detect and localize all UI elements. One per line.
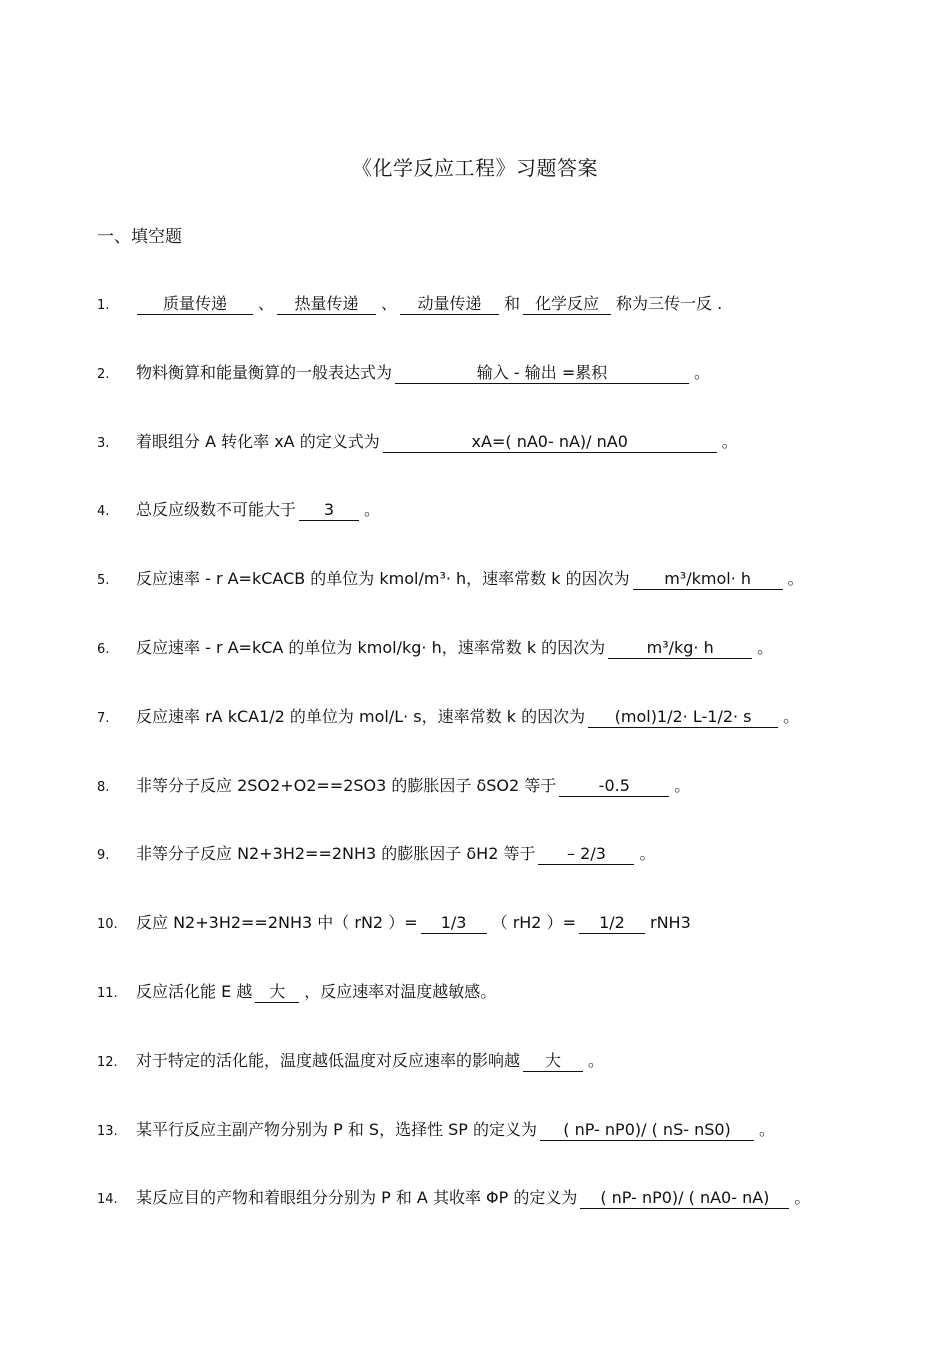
question-text: 。: [721, 432, 738, 451]
answer-blank: m³/kg· h: [608, 638, 752, 659]
question-text: 称为三传一反 .: [616, 294, 723, 313]
answer-blank: 化学反应: [523, 294, 611, 315]
answer-blank: -0.5: [559, 776, 669, 797]
question-text: ，反应速率对温度越敏感。: [304, 982, 497, 1001]
answer-blank: ( nP- nP0)/ ( nS- nS0): [540, 1120, 754, 1141]
question-item: [97, 978, 897, 1006]
question-number: 11.: [97, 986, 118, 1001]
question-text: 。: [757, 638, 774, 657]
document-title: 《化学反应工程》习题答案: [352, 156, 598, 180]
question-number: 2.: [97, 367, 110, 382]
question-text: 。: [794, 1188, 811, 1207]
question-item: [97, 909, 897, 937]
question-text: （ rH2 ）=: [491, 913, 576, 932]
question-text: 。: [694, 363, 711, 382]
answer-blank: ( nP- nP0)/ ( nA0- nA): [580, 1188, 789, 1209]
section-heading: 一、填空题: [97, 227, 182, 247]
question-text: 物料衡算和能量衡算的一般表达式为: [136, 363, 393, 382]
question-item: [97, 1184, 897, 1212]
question-item: [97, 772, 897, 800]
question-number: 4.: [97, 504, 110, 519]
question-number: 14.: [97, 1192, 118, 1207]
question-item: [97, 840, 897, 868]
question-text: 对于特定的活化能，温度越低温度对反应速率的影响越: [136, 1051, 521, 1070]
answer-blank: 大: [523, 1051, 583, 1072]
answer-blank: m³/kmol· h: [633, 569, 783, 590]
question-number: 13.: [97, 1124, 118, 1139]
question-number: 1.: [97, 298, 110, 313]
answer-blank: 质量传递: [137, 294, 253, 315]
question-text: 。: [783, 707, 800, 726]
question-text: 总反应级数不可能大于: [136, 500, 297, 519]
question-number: 3.: [97, 436, 110, 451]
question-text: 非等分子反应 N2+3H2==2NH3 的膨胀因子 δH2 等于: [136, 844, 536, 863]
answer-blank: 动量传递: [400, 294, 499, 315]
answer-blank: 3: [299, 500, 359, 521]
question-number: 10.: [97, 917, 118, 932]
answer-blank: 大: [255, 982, 299, 1003]
question-item: [97, 359, 897, 387]
question-text: 。: [588, 1051, 605, 1070]
answer-blank: 输入 - 输出 =累积: [395, 363, 689, 384]
question-item: [97, 428, 897, 456]
question-number: 5.: [97, 573, 110, 588]
question-text: 着眼组分 A 转化率 xA 的定义式为: [136, 432, 380, 451]
question-item: [97, 1116, 897, 1144]
question-item: [97, 703, 897, 731]
question-text: 。: [639, 844, 656, 863]
question-text: 。: [787, 569, 804, 588]
question-item: [97, 290, 897, 318]
question-text: 反应活化能 E 越: [136, 982, 253, 1001]
question-number: 12.: [97, 1055, 118, 1070]
answer-blank: 1/3: [421, 913, 487, 934]
question-text: 。: [759, 1120, 776, 1139]
question-number: 7.: [97, 711, 110, 726]
question-text: 某平行反应主副产物分别为 P 和 S，选择性 SP 的定义为: [136, 1120, 538, 1139]
question-text: 非等分子反应 2SO2+O2==2SO3 的膨胀因子 δSO2 等于: [136, 776, 557, 795]
question-text: 。: [674, 776, 691, 795]
question-text: 反应速率 rA kCA1/2 的单位为 mol/L· s，速率常数 k 的因次为: [136, 707, 586, 726]
question-item: [97, 1047, 897, 1075]
answer-blank: 热量传递: [277, 294, 376, 315]
answer-blank: xA=( nA0- nA)/ nA0: [383, 432, 717, 453]
answer-blank: (mol)1/2· L-1/2· s: [588, 707, 778, 728]
question-text: 。: [364, 500, 381, 519]
question-text: 、: [381, 294, 398, 313]
question-text: 反应 N2+3H2==2NH3 中（ rN2 ）=: [136, 913, 418, 932]
question-text: 反应速率 - r A=kCACB 的单位为 kmol/m³· h，速率常数 k 的因次为: [136, 569, 630, 588]
question-number: 8.: [97, 780, 110, 795]
question-text: 某反应目的产物和着眼组分分别为 P 和 A 其收率 ΦP 的定义为: [136, 1188, 578, 1207]
question-number: 9.: [97, 848, 110, 863]
question-text: rNH3: [649, 913, 691, 932]
answer-blank: 1/2: [579, 913, 645, 934]
question-item: [97, 634, 897, 662]
answer-blank: – 2/3: [538, 844, 634, 865]
question-text: 反应速率 - r A=kCA 的单位为 kmol/kg· h，速率常数 k 的因次为: [136, 638, 606, 657]
question-item: [97, 496, 897, 524]
question-text: 和: [504, 294, 521, 313]
question-number: 6.: [97, 642, 110, 657]
question-item: [97, 565, 897, 593]
question-text: 、: [258, 294, 275, 313]
